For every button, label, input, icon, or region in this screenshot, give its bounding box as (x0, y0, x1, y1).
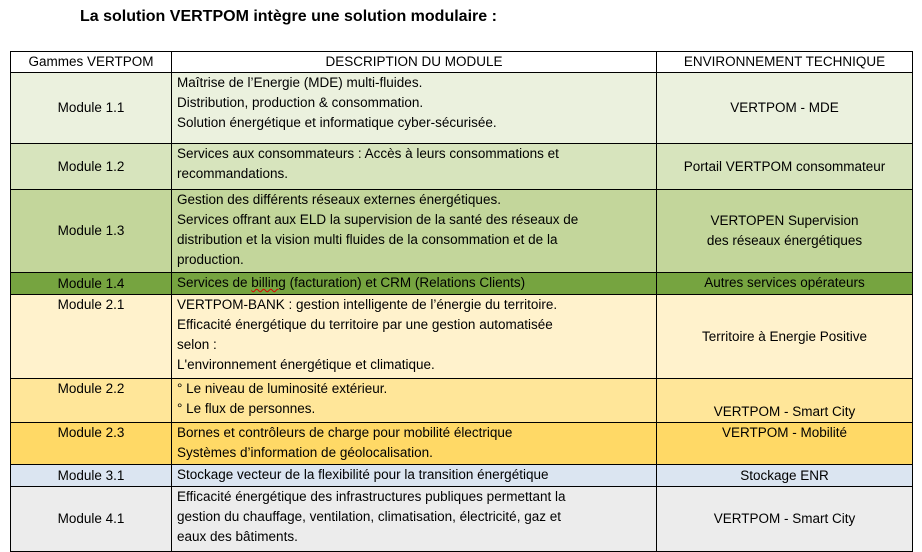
table-row (11, 423, 913, 465)
table-row (11, 73, 913, 144)
description-cell (172, 190, 657, 273)
description-cell (172, 487, 657, 552)
description-line: recommandations. (177, 166, 289, 181)
description-line: distribution et la vision multi fluides de la consommation et de la (177, 232, 558, 247)
description-line: selon : (177, 337, 217, 352)
spellcheck-word: billing (251, 275, 286, 290)
description-cell (172, 73, 657, 144)
description-line: Systèmes d’information de géolocalisation. (177, 445, 433, 460)
module-cell: Module 1.2 (11, 144, 172, 190)
table-row (11, 190, 913, 273)
description-text: Services de (177, 275, 252, 290)
environment-cell: Portail VERTPOM consommateur (657, 144, 913, 190)
environment-cell (657, 190, 913, 273)
module-cell: Module 3.1 (11, 465, 172, 487)
description-line: Efficacité énergétique du territoire par une gestion automatisée (177, 317, 553, 332)
modules-table (10, 51, 913, 552)
description-cell (172, 423, 657, 465)
description-line: gestion du chauffage, ventilation, climatisation, électricité, gaz et (177, 509, 561, 524)
description-cell (172, 273, 657, 295)
description-text: (facturation) et CRM (Relations Clients) (285, 275, 526, 290)
table-row (11, 487, 913, 552)
environment-cell: VERTPOM - Smart City (657, 379, 913, 423)
environment-line: des réseaux énergétiques (706, 233, 863, 248)
description-line: Distribution, production & consommation. (177, 95, 424, 110)
page-title: La solution VERTPOM intègre une solution modulaire : (80, 8, 497, 25)
table-row (11, 465, 913, 487)
environment-cell: Territoire à Energie Positive (657, 295, 913, 379)
description-line (177, 273, 651, 293)
module-cell: Module 1.4 (11, 273, 172, 295)
description-line: Maîtrise de l’Energie (MDE) multi-fluides. (177, 75, 423, 90)
description-line: Solution énergétique et informatique cyber-sécurisée. (177, 115, 497, 130)
description-line: L'environnement énergétique et climatique. (177, 357, 435, 372)
description-line: Services offrant aux ELD la supervision de la santé des réseaux de (177, 212, 579, 227)
table-row (11, 295, 913, 379)
module-cell: Module 2.2 (11, 379, 172, 423)
description-line: Gestion des différents réseaux externes énergétiques. (177, 192, 501, 207)
module-cell: Module 2.3 (11, 423, 172, 465)
environment-line: VERTOPEN Supervision (710, 213, 859, 228)
description-line: eaux des bâtiments. (177, 529, 298, 544)
environment-cell: Stockage ENR (657, 465, 913, 487)
description-line: Bornes et contrôleurs de charge pour mobilité électrique (177, 425, 513, 440)
table-row (11, 144, 913, 190)
table-header-row (11, 52, 913, 73)
description-cell (172, 295, 657, 379)
header-environment: ENVIRONNEMENT TECHNIQUE (657, 52, 913, 73)
header-description: DESCRIPTION DU MODULE (172, 52, 657, 73)
environment-cell: VERTPOM - Mobilité (657, 423, 913, 465)
description-line: VERTPOM-BANK : gestion intelligente de l’énergie du territoire. (177, 297, 558, 312)
table-row (11, 379, 913, 423)
description-cell (172, 465, 657, 487)
description-cell (172, 144, 657, 190)
header-gamme: Gammes VERTPOM (11, 52, 172, 73)
environment-cell: Autres services opérateurs (657, 273, 913, 295)
description-cell (172, 379, 657, 423)
table-row (11, 273, 913, 295)
description-line: Efficacité énergétique des infrastructures publiques permettant la (177, 489, 566, 504)
description-line: ° Le flux de personnes. (177, 401, 316, 416)
module-cell: Module 1.3 (11, 190, 172, 273)
description-line: Stockage vecteur de la flexibilité pour la transition énergétique (177, 467, 549, 482)
description-line: ° Le niveau de luminosité extérieur. (177, 381, 388, 396)
module-cell: Module 4.1 (11, 487, 172, 552)
environment-cell: VERTPOM - MDE (657, 73, 913, 144)
module-cell: Module 1.1 (11, 73, 172, 144)
environment-cell: VERTPOM - Smart City (657, 487, 913, 552)
description-line: production. (177, 252, 244, 267)
module-cell: Module 2.1 (11, 295, 172, 379)
description-line: Services aux consommateurs : Accès à leurs consommations et (177, 146, 559, 161)
